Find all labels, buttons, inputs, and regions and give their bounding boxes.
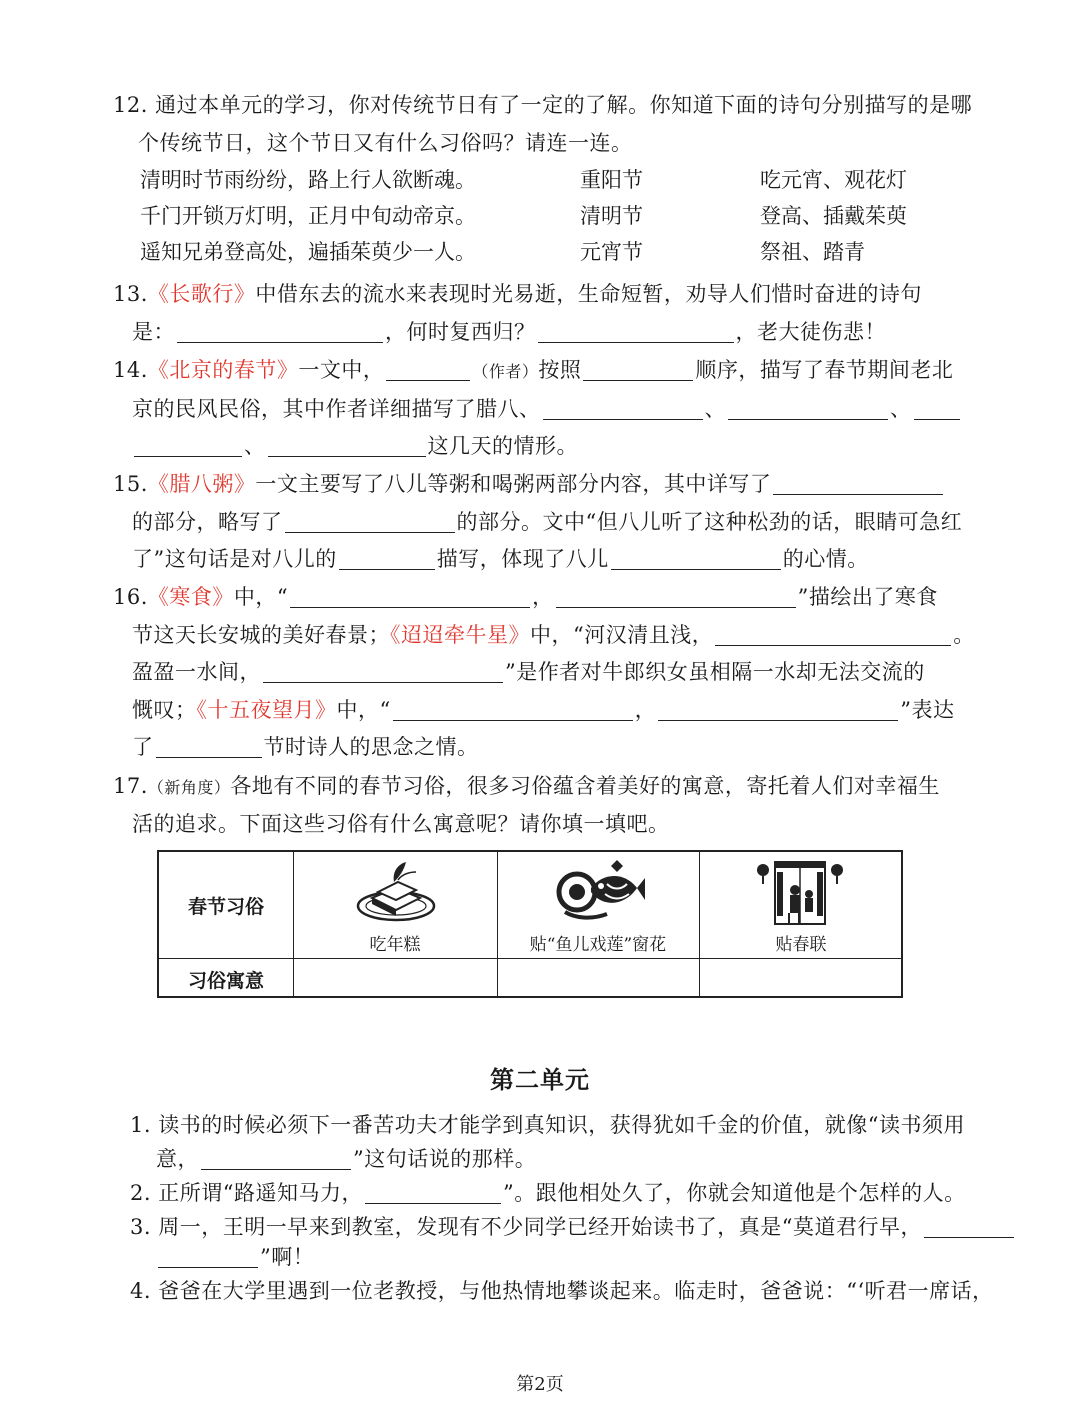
- q14-t4: 京的民风民俗，其中作者详细描写了腊八、: [132, 397, 541, 421]
- unit-title: 第二单元: [490, 1065, 590, 1094]
- q16-blank-1[interactable]: [290, 585, 530, 608]
- q15-t2: 的部分，略写了: [132, 510, 283, 534]
- q15-line3: [132, 544, 869, 574]
- q14-blank-4[interactable]: [268, 434, 426, 457]
- q16-t6: 盈盈一水间，: [132, 660, 261, 684]
- q17-line2: 活的追求。下面这些习俗有什么寓意呢？请你填一填吧。: [132, 812, 670, 836]
- q15-t6: 的心情。: [782, 547, 869, 571]
- page-number: 第2页: [516, 1374, 564, 1395]
- custom-caption-3: 贴春联: [775, 935, 827, 955]
- u2-q3-t2: ”啊！: [260, 1245, 315, 1269]
- festival-2: 清明节: [580, 204, 643, 228]
- row-label-customs: 春节习俗: [187, 896, 264, 918]
- q14-t3: 顺序，描写了春节期间老北: [695, 358, 954, 382]
- meaning-cell-2[interactable]: [499, 960, 697, 996]
- festival-3: 元宵节: [580, 240, 643, 264]
- customs-table: [157, 850, 903, 998]
- q16-blank-3[interactable]: [715, 623, 951, 646]
- u2-q2-t1: 2. 正所谓“路遥知马力，: [130, 1181, 363, 1205]
- q14-t5: 这几天的情形。: [427, 434, 578, 458]
- q14-blank-author[interactable]: [386, 358, 470, 381]
- q13-blank-2[interactable]: [538, 320, 734, 343]
- u2-q1-blank[interactable]: [201, 1147, 351, 1170]
- q16-line1: [113, 582, 938, 612]
- q16-line4: [132, 695, 955, 725]
- q17-line1: [113, 771, 940, 803]
- q16-t9: 中，“: [336, 698, 391, 722]
- custom-3: 祭祖、踏青: [760, 240, 865, 264]
- q12-line1: 12. 通过本单元的学习，你对传统节日有了一定的了解。你知道下面的诗句分别描写的是哪: [113, 93, 973, 117]
- q15-blank-2[interactable]: [285, 510, 455, 533]
- u2-q1-line2: [156, 1144, 536, 1174]
- q16-blank-6[interactable]: [658, 698, 898, 721]
- q15-number: 15.: [113, 472, 148, 496]
- fish-lotus-papercut-icon: [551, 858, 647, 926]
- q14-blank-2[interactable]: [728, 397, 888, 420]
- u2-q2-t2: ”。跟他相处久了，你就会知道他是个怎样的人。: [502, 1181, 966, 1205]
- q16-t8: 慨叹；: [132, 698, 197, 722]
- festival-1: 重阳节: [580, 168, 643, 192]
- u2-q3-blank-b[interactable]: [158, 1245, 258, 1268]
- q13-text2c: ，老大徒伤悲！: [735, 320, 886, 344]
- u2-q2-line: [130, 1178, 966, 1208]
- q14-blank-3a[interactable]: [914, 397, 960, 420]
- q16-line5: [132, 732, 479, 762]
- q13-text: 中借东去的流水来表现时光易逝，生命短暂，劝导人们惜时奋进的诗句: [255, 282, 922, 306]
- q16-blank-4[interactable]: [263, 660, 503, 683]
- q16-line2: [132, 620, 975, 650]
- q15-t1: 一文主要写了八儿等粥和喝粥两部分内容，其中详写了: [255, 472, 772, 496]
- custom-1: 吃元宵、观花灯: [760, 168, 907, 192]
- q14-sep-3: 、: [244, 434, 266, 458]
- u2-q1-line1: 1. 读书的时候必须下一番苦功夫才能学到真知识，获得犹如千金的价值，就像“读书须用: [130, 1113, 965, 1137]
- u2-q3-line1: [130, 1212, 1016, 1242]
- rice-cake-icon: [354, 860, 438, 926]
- q16-t10: ”表达: [900, 698, 955, 722]
- q17-t1: 各地有不同的春节习俗，很多习俗蕴含着美好的寓意，寄托着人们对幸福生: [230, 774, 940, 798]
- q14-sep-2: 、: [890, 397, 912, 421]
- q17-tag: （新角度）: [147, 778, 231, 797]
- poem-1: 清明时节雨纷纷，路上行人欲断魂。: [140, 168, 476, 192]
- meaning-cell-3[interactable]: [701, 960, 901, 996]
- q15-line1: [113, 469, 945, 499]
- q13-number: 13.: [113, 282, 148, 306]
- q13-text2a: 是：: [132, 320, 175, 344]
- q14-author-hint: （作者）: [472, 362, 539, 381]
- q15-title: 《腊八粥》: [147, 472, 256, 496]
- q16-number: 16.: [113, 585, 148, 609]
- q16-t7: ”是作者对牛郎织女虽相隔一水却无法交流的: [505, 660, 925, 684]
- q16-line3: [132, 657, 925, 687]
- q16-t12: 节时诗人的思念之情。: [263, 735, 479, 759]
- q16-t5: 。: [953, 623, 975, 647]
- q14-blank-3b[interactable]: [134, 434, 242, 457]
- poem-3: 遥知兄弟登高处，遍插茱萸少一人。: [140, 240, 476, 264]
- u2-q3-blank-a[interactable]: [924, 1215, 1014, 1238]
- q13-blank-1[interactable]: [177, 320, 383, 343]
- q16-title-1: 《寒食》: [147, 585, 234, 609]
- u2-q2-blank[interactable]: [365, 1181, 501, 1204]
- custom-2: 登高、插戴茱萸: [760, 204, 907, 228]
- custom-caption-1: 吃年糕: [369, 935, 421, 955]
- q14-line2: [132, 394, 962, 424]
- q14-sep-1: 、: [704, 397, 726, 421]
- q14-blank-1[interactable]: [543, 397, 703, 420]
- q16-t11: 了: [132, 735, 154, 759]
- q15-t3: 的部分。文中“但八儿听了这种松劲的话，眼睛可急红: [456, 510, 963, 534]
- q16-title-3: 《十五夜望月》: [196, 698, 337, 722]
- u2-q3-line2: [156, 1242, 314, 1272]
- q16-t4: 中，“河汉清且浅，: [530, 623, 714, 647]
- u2-q1-t2: ”这句话说的那样。: [353, 1147, 537, 1171]
- q16-t3: 节这天长安城的美好春景；: [132, 623, 390, 647]
- q15-t5: 描写，体现了八儿: [436, 547, 609, 571]
- q17-number: 17.: [113, 774, 148, 798]
- spring-couplets-icon: [755, 858, 845, 928]
- poem-2: 千门开锁万灯明，正月中旬动帝京。: [140, 204, 476, 228]
- u2-q4-line1: 4. 爸爸在大学里遇到一位老教授，与他热情地攀谈起来。临走时，爸爸说：“‘听君一席话，: [130, 1279, 994, 1303]
- q15-t4: 了”这句话是对八儿的: [132, 547, 337, 571]
- q13-text2b: ，何时复西归？: [385, 320, 536, 344]
- q14-title: 《北京的春节》: [147, 358, 299, 382]
- q16-t2: ”描绘出了寒食: [797, 585, 938, 609]
- q15-blank-4[interactable]: [611, 547, 781, 570]
- row-label-meaning: 习俗寓意: [187, 970, 264, 992]
- q15-line2: [132, 507, 962, 537]
- q16-comma-2: ，: [634, 698, 657, 722]
- u2-q3-t1: 3. 周一，王明一早来到教室，发现有不少同学已经开始读书了，真是“莫道君行早，: [130, 1215, 922, 1239]
- q16-title-2: 《迢迢牵牛星》: [390, 623, 530, 647]
- q12-line2: 个传统节日，这个节日又有什么习俗吗？请连一连。: [138, 131, 633, 155]
- custom-caption-2: 贴“鱼儿戏莲”窗花: [529, 935, 667, 955]
- u2-q1-t1: 意，: [156, 1147, 199, 1171]
- q15-blank-3[interactable]: [339, 547, 435, 570]
- q14-number: 14.: [113, 358, 148, 382]
- q13-title: 《长歌行》: [147, 282, 256, 306]
- q15-blank-1[interactable]: [773, 472, 943, 495]
- q16-blank-7[interactable]: [156, 735, 262, 758]
- q14-line3: [132, 431, 578, 461]
- q13-line2: [132, 317, 886, 347]
- q16-blank-5[interactable]: [393, 698, 633, 721]
- q14-line1: [113, 355, 953, 387]
- q14-blank-order[interactable]: [583, 358, 693, 381]
- q13-line1: [113, 279, 922, 309]
- q14-t1: 一文中，: [298, 358, 385, 382]
- q14-t2: 按照: [538, 358, 582, 382]
- q16-comma-1: ，: [532, 585, 554, 609]
- q16-t1: 中，“: [233, 585, 289, 609]
- meaning-cell-1[interactable]: [295, 960, 495, 996]
- q16-blank-2[interactable]: [556, 585, 796, 608]
